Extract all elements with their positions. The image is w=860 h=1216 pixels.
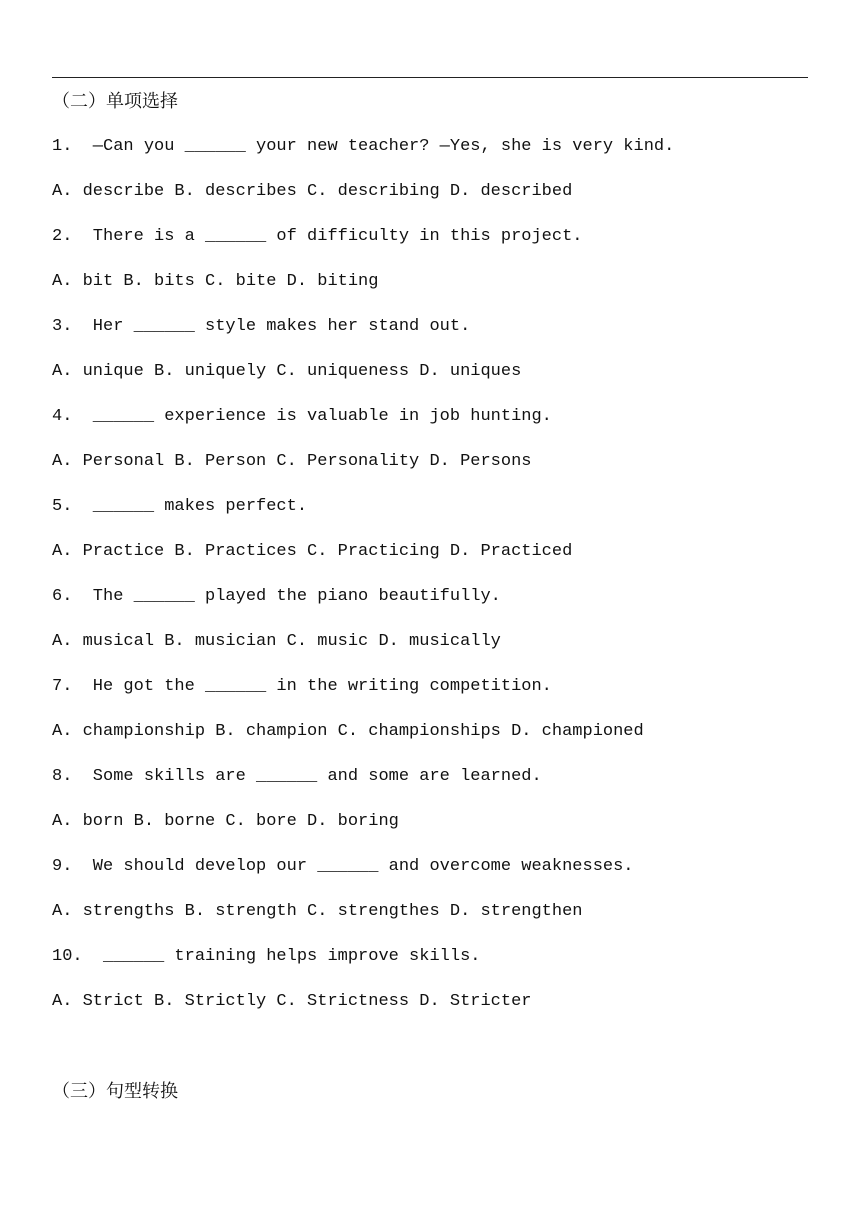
question-item	[52, 494, 832, 584]
question-stem: 4. ______ experience is valuable in job hunting.	[52, 407, 552, 426]
answer-options: A. Strict B. Strictly C. Strictness D. Stricter	[52, 992, 532, 1011]
question-list	[52, 134, 832, 1034]
question-item	[52, 674, 832, 764]
answer-options: A. unique B. uniquely C. uniqueness D. uniques	[52, 362, 522, 381]
section-heading-single-choice: （二）单项选择	[52, 91, 178, 112]
answer-options: A. strengths B. strength C. strengthes D. strengthen	[52, 902, 583, 921]
question-item	[52, 944, 832, 1034]
question-stem: 3. Her ______ style makes her stand out.	[52, 317, 471, 336]
question-stem: 9. We should develop our ______ and overcome weaknesses.	[52, 857, 634, 876]
question-item	[52, 764, 832, 854]
question-item	[52, 134, 832, 224]
question-item	[52, 404, 832, 494]
answer-options: A. musical B. musician C. music D. musically	[52, 632, 501, 651]
question-item	[52, 584, 832, 674]
section-heading-sentence-transform: （三）句型转换	[52, 1081, 178, 1102]
question-item	[52, 224, 832, 314]
question-item	[52, 854, 832, 944]
answer-options: A. bit B. bits C. bite D. biting	[52, 272, 379, 291]
question-stem: 7. He got the ______ in the writing competition.	[52, 677, 552, 696]
question-stem: 2. There is a ______ of difficulty in this project.	[52, 227, 583, 246]
question-stem: 5. ______ makes perfect.	[52, 497, 308, 516]
answer-options: A. describe B. describes C. describing D. described	[52, 182, 573, 201]
question-stem: 6. The ______ played the piano beautifully.	[52, 587, 501, 606]
answer-options: A. championship B. champion C. championships D. championed	[52, 722, 644, 741]
header-rule	[52, 77, 808, 78]
answer-options: A. Practice B. Practices C. Practicing D. Practiced	[52, 542, 573, 561]
answer-options: A. Personal B. Person C. Personality D. Persons	[52, 452, 532, 471]
question-item	[52, 314, 832, 404]
question-stem: 10. ______ training helps improve skills.	[52, 947, 481, 966]
answer-options: A. born B. borne C. bore D. boring	[52, 812, 399, 831]
question-stem: 1. —Can you ______ your new teacher? —Yes, she is very kind.	[52, 137, 675, 156]
question-stem: 8. Some skills are ______ and some are learned.	[52, 767, 542, 786]
